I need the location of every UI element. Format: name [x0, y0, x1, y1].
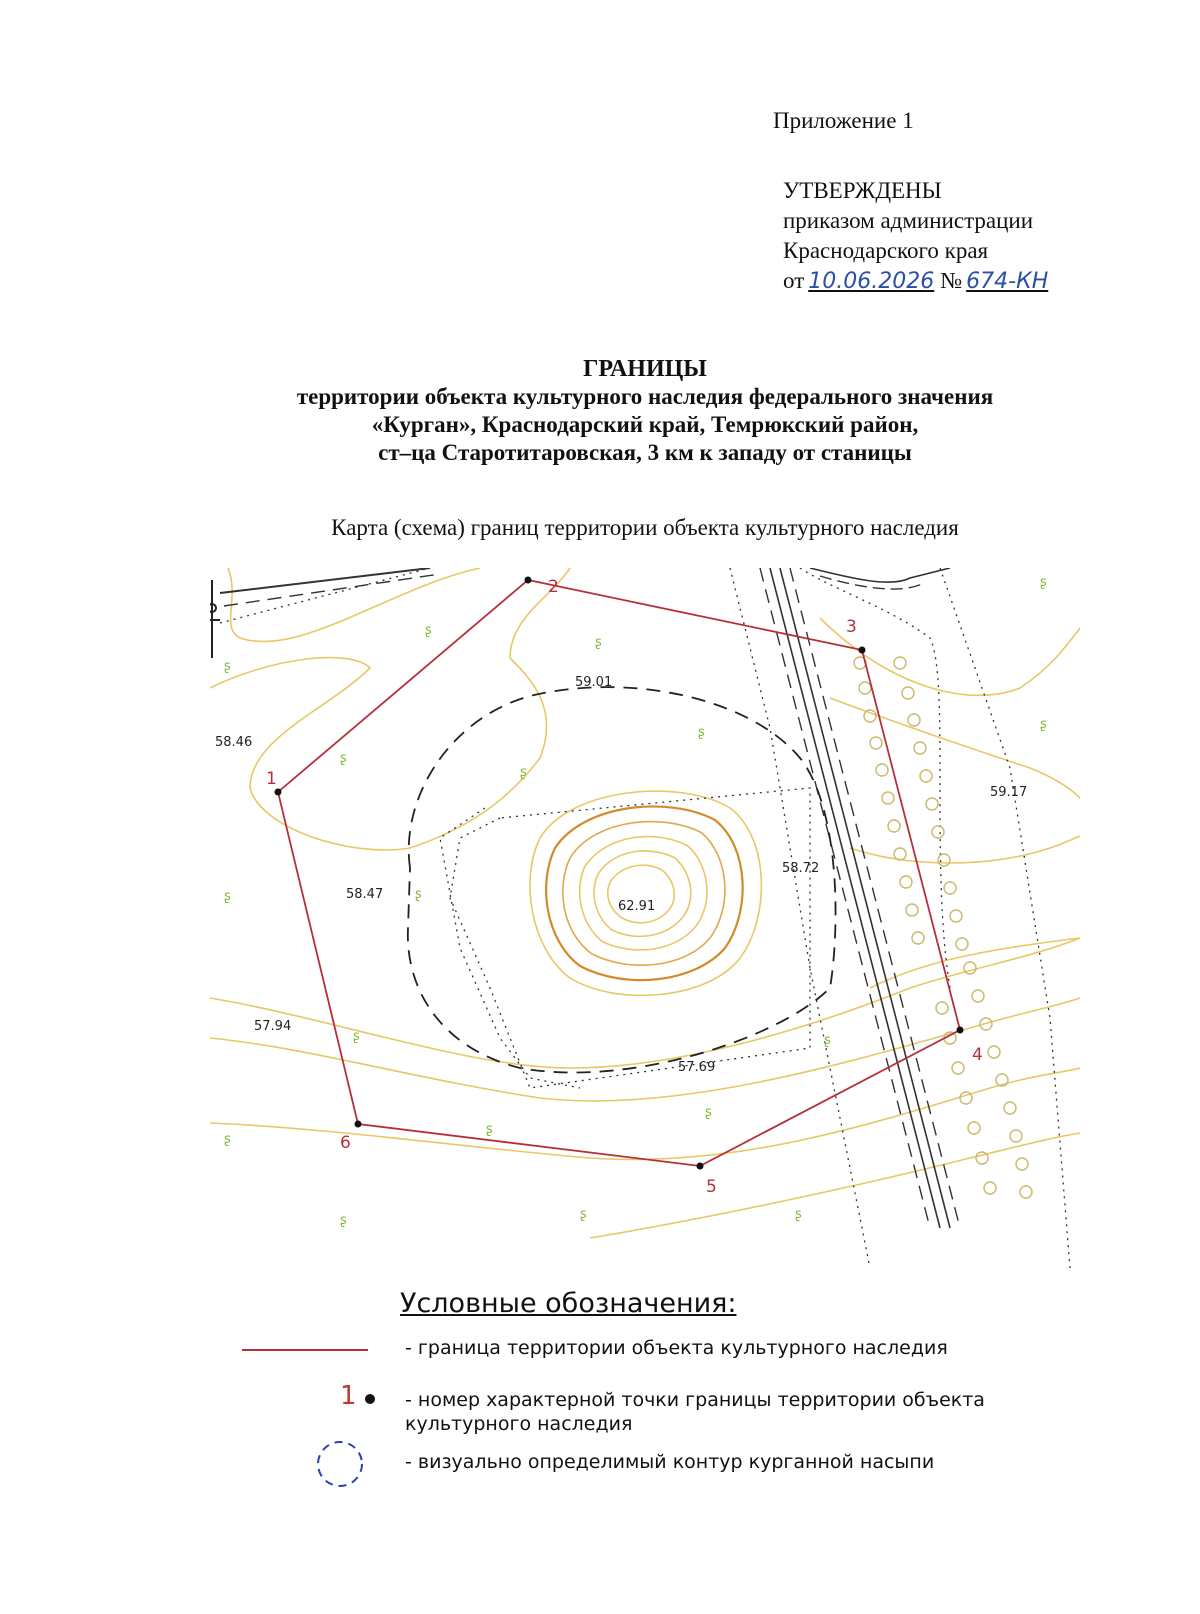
order-date: 10.06.2026 — [808, 269, 935, 294]
svg-text:ʂ: ʂ — [698, 725, 705, 740]
boundary-point-label: 6 — [340, 1133, 351, 1153]
title-heading: ГРАНИЦЫ — [583, 356, 707, 382]
boundary-line-icon — [240, 1336, 370, 1366]
svg-text:ʂ: ʂ — [340, 1213, 347, 1228]
svg-text:ʂ: ʂ — [353, 1029, 360, 1044]
boundary-point-label: 5 — [706, 1177, 717, 1197]
elevation-label: 58.46 — [215, 735, 253, 750]
svg-text:ʂ: ʂ — [340, 751, 347, 766]
from-label: от — [783, 268, 805, 293]
point-number: 1 — [340, 1381, 357, 1411]
mound-outline-icon — [310, 1438, 370, 1490]
svg-text:ʂ: ʂ — [425, 623, 432, 638]
svg-text:ʂ: ʂ — [1040, 717, 1047, 732]
svg-text:ʂ: ʂ — [520, 765, 527, 780]
svg-text:ʂ: ʂ — [705, 1105, 712, 1120]
elevation-label: 57.94 — [254, 1019, 292, 1034]
approval-stamp — [783, 176, 1052, 297]
order-number: 674-КН — [966, 269, 1049, 294]
point-dot-icon — [363, 1392, 377, 1406]
svg-text:ʂ: ʂ — [224, 889, 231, 904]
approved-by-line2: Краснодарского края — [783, 238, 989, 263]
svg-text:ʂ: ʂ — [795, 1207, 802, 1222]
mound-contours — [530, 791, 761, 995]
order-line — [783, 266, 1052, 297]
svg-text:ʂ: ʂ — [1040, 575, 1047, 590]
boundary-point — [355, 1121, 362, 1128]
map-subtitle: Карта (схема) границ территории объекта культурного наследия — [331, 515, 959, 540]
boundary-point-label: 1 — [266, 769, 277, 789]
mound-outline — [408, 687, 836, 1072]
number-sign: № — [940, 268, 963, 293]
north-arrow-icon — [210, 580, 220, 658]
boundary-point-label: 2 — [548, 577, 559, 597]
boundary-point — [859, 647, 866, 654]
elevation-label: 58.47 — [346, 887, 384, 902]
svg-text:ʂ: ʂ — [224, 659, 231, 674]
svg-text:ʂ: ʂ — [824, 1033, 831, 1048]
boundary-point — [697, 1163, 704, 1170]
document-title — [0, 355, 1200, 467]
legend-text: - номер характерной точки границы территории объекта культурного наследия — [405, 1389, 985, 1435]
elevation-label: 58.72 — [782, 861, 820, 876]
title-line2: территории объекта культурного наследия федерального значения — [296, 384, 994, 409]
svg-text:ʂ: ʂ — [415, 887, 422, 902]
boundary-point-label: 3 — [846, 617, 857, 637]
title-line4: ст–ца Старотитаровская, 3 км к западу от станицы — [378, 440, 912, 465]
boundary-point — [957, 1027, 964, 1034]
dotted-contours — [220, 568, 1070, 1268]
elevation-labels — [215, 675, 1027, 1075]
legend-text: - граница территории объекта культурного наследия — [405, 1337, 948, 1359]
svg-text:ʂ: ʂ — [595, 635, 602, 650]
appendix-label: Приложение 1 — [773, 108, 914, 133]
approved-by-line1: приказом администрации — [783, 208, 1034, 233]
elevation-label: 62.91 — [618, 899, 656, 914]
approved-label: УТВЕРЖДЕНЫ — [783, 178, 942, 203]
point-symbol — [340, 1381, 377, 1411]
boundary-map — [210, 568, 1080, 1268]
svg-text:ʂ: ʂ — [224, 1132, 231, 1147]
legend-title: Условные обозначения: — [400, 1288, 737, 1319]
boundary-point — [275, 789, 282, 796]
boundary-point — [525, 577, 532, 584]
elevation-label: 57.69 — [678, 1060, 716, 1075]
svg-text:ʂ: ʂ — [580, 1207, 587, 1222]
svg-text:ʂ: ʂ — [486, 1122, 493, 1137]
elevation-label: 59.01 — [575, 675, 613, 690]
title-line3: «Курган», Краснодарский край, Темрюкский район, — [371, 412, 919, 437]
elevation-label: 59.17 — [990, 785, 1028, 800]
approval-block — [773, 106, 1052, 297]
boundary-point-label: 4 — [972, 1045, 983, 1065]
legend-text: - визуально определимый контур курганной насыпи — [405, 1451, 935, 1473]
